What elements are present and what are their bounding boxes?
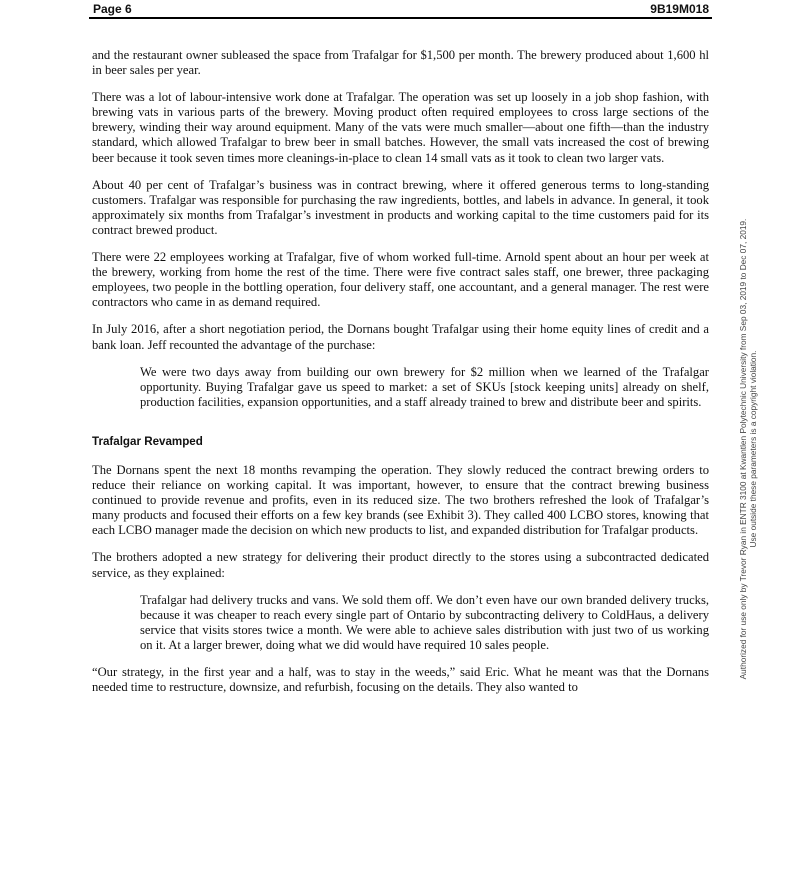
case-code: 9B19M018	[650, 2, 709, 16]
paragraph: The brothers adopted a new strategy for delivering their product directly to the stores using a subcontracted dedicated service, as they explained:	[92, 550, 709, 580]
block-quote: We were two days away from building our own brewery for $2 million when we learned of the Trafalgar opportunity. Buying Trafalgar gave us speed to market: a set of SKUs [stock keeping units] already on shelf, production facilities, expansion opportunities, and a staff already trained to brew and distribute beer and spirits.	[140, 364, 709, 409]
paragraph: “Our strategy, in the first year and a half, was to stay in the weeds,” said Eric. What he meant was that the Dornans needed time to restructure, downsize, and refurbish, focusing on the details. They also wanted to	[92, 665, 709, 695]
paragraph: There were 22 employees working at Trafalgar, five of whom worked full-time. Arnold spent about an hour per week at the brewery, working from home the rest of the time. There were five contract sales staff, one brewer, three packaging employees, two people in the bottling operation, four delivery staff, one accountant, and a general manager. The rest were contractors who came in as demand required.	[92, 250, 709, 310]
paragraph: About 40 per cent of Trafalgar’s business was in contract brewing, where it offered generous terms to long-standing customers. Trafalgar was responsible for purchasing the raw ingredients, bottles, and labels in advance. In general, it took approximately six months from Trafalgar’s investment in products and working capital to the time customers paid for its contract brewed product.	[92, 177, 709, 237]
copyright-line-1: Authorized for use only by Trevor Ryan in ENTR 3100 at Kwantlen Polytechnic University from Sep 03, 2019 to Dec 07, 2019.	[738, 218, 748, 680]
copyright-line-2: Use outside these parameters is a copyright violation.	[748, 350, 758, 548]
section-heading: Trafalgar Revamped	[92, 434, 203, 448]
page-number: Page 6	[93, 2, 132, 16]
paragraph: There was a lot of labour-intensive work done at Trafalgar. The operation was set up loosely in a job shop fashion, with brewing vats in various parts of the brewery. Moving product often required employees to cross large sections of the brewery, winding their way around equipment. Many of the vats were much smaller—about one fifth—than the industry standard, which allowed Trafalgar to brew beer in small batches. However, the small vats increased the cost of brewing beer because it took seven times more cleanings-in-place to clean 14 small vats as it took to clean two larger vats.	[92, 90, 709, 165]
copyright-notice	[738, 154, 758, 744]
block-quote: Trafalgar had delivery trucks and vans. We sold them off. We don’t even have our own branded delivery trucks, because it was cheaper to reach every single part of Ontario by subcontracting delivery to ColdHaus, a delivery service that visits stores twice a month. We were able to achieve sales distribution with just two of us working on it. At a larger brewer, doing what we did would have required 10 sales people.	[140, 592, 709, 652]
paragraph: and the restaurant owner subleased the space from Trafalgar for $1,500 per month. The brewery produced about 1,600 hl in beer sales per year.	[92, 48, 709, 78]
paragraph: In July 2016, after a short negotiation period, the Dornans bought Trafalgar using their home equity lines of credit and a bank loan. Jeff recounted the advantage of the purchase:	[92, 322, 709, 352]
document-body	[92, 48, 709, 707]
page-header	[89, 0, 712, 19]
paragraph: The Dornans spent the next 18 months revamping the operation. They slowly reduced the contract brewing orders to reduce their reliance on working capital. It was important, however, to ensure that the contract brewing business continued to provide revenue and profits, even in its reduced size. The two brothers refreshed the look of Trafalgar’s many products and focused their efforts on a few key brands (see Exhibit 3). They called 400 LCBO stores, knowing that each LCBO manager made the decision on which new products to list, and expanded distribution for Trafalgar products.	[92, 462, 709, 538]
